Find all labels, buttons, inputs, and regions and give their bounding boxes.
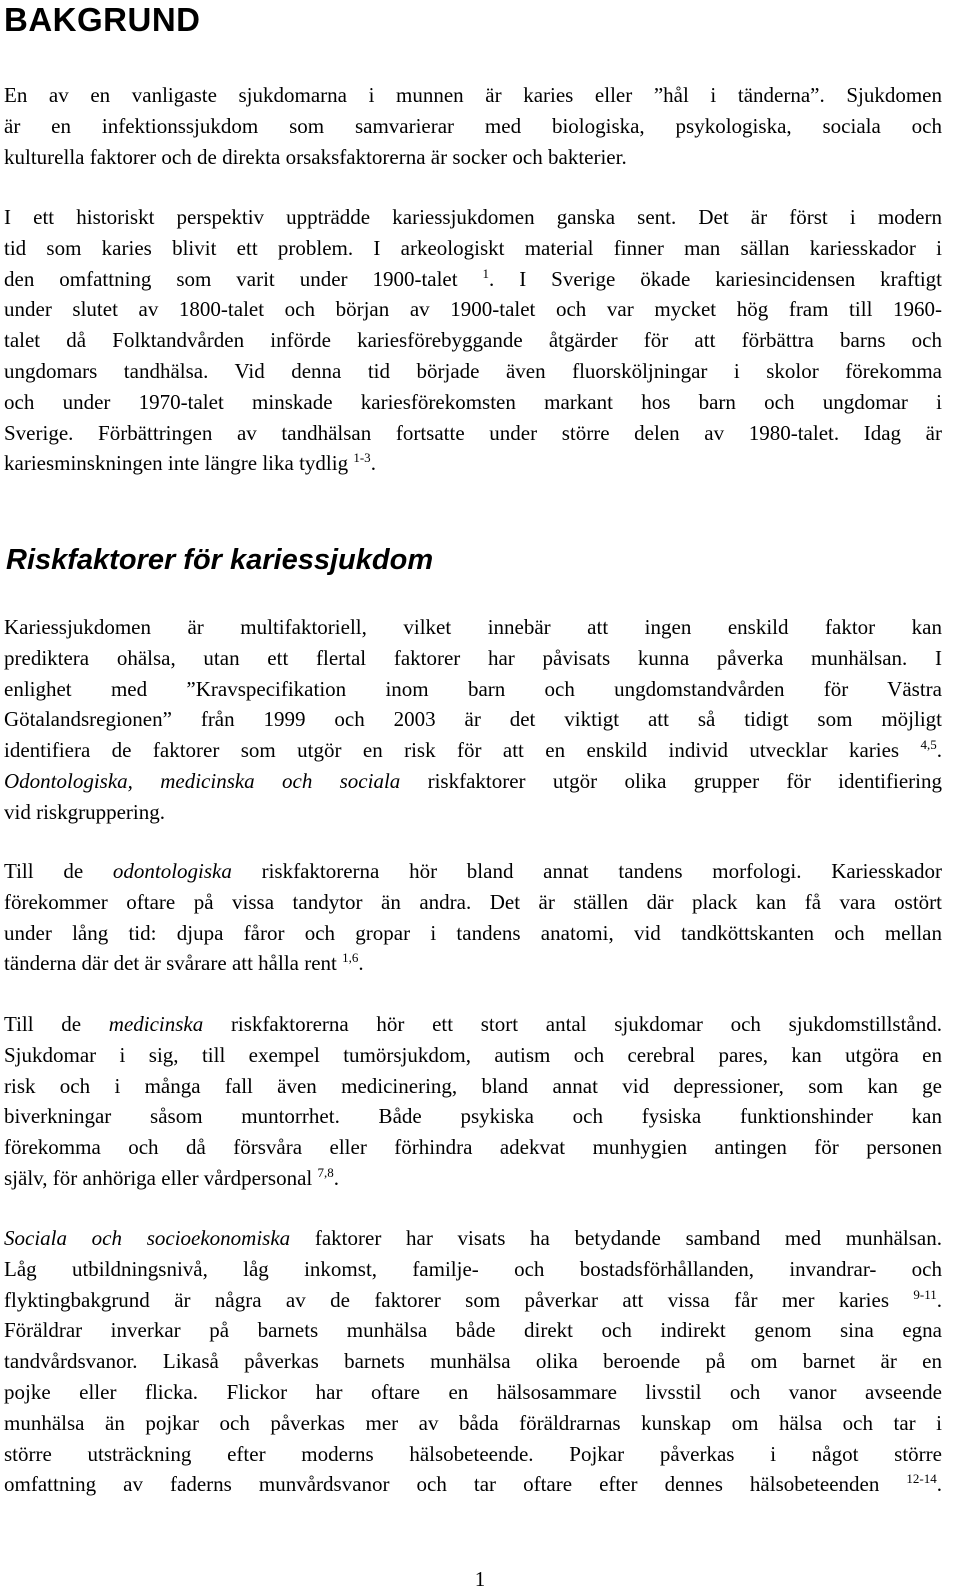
text-segment: tänderna där det är svårare att hålla rent bbox=[4, 951, 337, 976]
page-number: 1 bbox=[474, 1567, 486, 1591]
text-segment: . bbox=[358, 951, 364, 976]
text-line: Låg utbildningsnivå, låg inkomst, familje- och bostadsförhållanden, invandrar- och bbox=[4, 1256, 942, 1281]
citation-superscript: 1 bbox=[482, 265, 490, 281]
text-line: under lång tid: djupa fåror och gropar i tandens anatomi, vid tandköttskanten och mellan bbox=[4, 920, 942, 945]
text-segment: . bbox=[370, 451, 376, 476]
text-line: under slutet av 1800-talet och början av 1900-talet och var mycket hög fram till 1960- bbox=[4, 297, 942, 322]
text-line bbox=[4, 1163, 942, 1194]
citation-superscript: 1,6 bbox=[342, 950, 359, 966]
text-line: I ett historiskt perspektiv uppträdde kariessjukdomen ganska sent. Det är först i modern bbox=[4, 205, 942, 229]
subsection-heading: Riskfaktorer för kariessjukdom bbox=[6, 544, 434, 576]
text-line: kulturella faktorer och de direkta orsaksfaktorerna är socker och bakterier. bbox=[4, 144, 627, 169]
citation-superscript: 9-11 bbox=[913, 1286, 937, 1302]
text-line bbox=[4, 264, 942, 295]
text-line: talet då Folktandvården införde kariesförebyggande åtgärder för att förbättra barns och bbox=[4, 328, 942, 353]
text-line bbox=[4, 1469, 942, 1500]
text-line: Sverige. Förbättringen av tandhälsan fortsatte under större delen av 1980-talet. Idag är bbox=[4, 420, 942, 445]
citation-superscript: 4,5 bbox=[920, 737, 937, 753]
text-segment: faktorer har visats ha betydande samband med munhälsan. bbox=[290, 1226, 942, 1250]
text-line bbox=[4, 1285, 942, 1316]
paragraph-history bbox=[4, 202, 942, 479]
italic-term: medicinska bbox=[108, 1012, 204, 1036]
italic-term: Odontologiska, medicinska och sociala bbox=[4, 768, 401, 793]
paragraph-social bbox=[4, 1223, 942, 1500]
citation-superscript: 12-14 bbox=[906, 1471, 937, 1487]
section-heading: BAKGRUND bbox=[4, 1, 201, 38]
text-line: tandvårdsvanor. Likaså påverkas barnets munhälsa olika beroende på om barnet är en bbox=[4, 1349, 942, 1374]
paragraph-medical bbox=[4, 1009, 942, 1194]
text-line: förekommer oftare på vissa tandytor än andra. Det är ställen där plack kan få vara ostört bbox=[4, 889, 942, 914]
paragraph-intro bbox=[4, 80, 942, 172]
text-line bbox=[4, 448, 942, 479]
italic-term: odontologiska bbox=[112, 859, 232, 883]
text-line: ungdomars tandhälsa. Vid denna tid började även fluorsköljningar i skolor förekomma bbox=[4, 358, 942, 383]
text-segment: identifiera de faktorer som utgör en risk för att en enskild individ utvecklar karies bbox=[4, 738, 900, 763]
text-line: prediktera ohälsa, utan ett flertal faktorer har påvisats kunna påverka munhälsan. I bbox=[4, 645, 942, 670]
text-line: är en infektionssjukdom som samvarierar med biologiska, psykologiska, sociala och bbox=[4, 113, 942, 138]
text-segment: riskfaktorerna hör ett stort antal sjukdomar och sjukdomstillstånd. bbox=[203, 1012, 943, 1036]
text-segment: omfattning av faderns munvårdsvanor och tar oftare efter dennes hälsobeteenden bbox=[4, 1472, 880, 1497]
text-line: vid riskgruppering. bbox=[4, 799, 165, 824]
text-segment: kariesminskningen inte längre lika tydlig bbox=[4, 451, 349, 476]
text-line: pojke eller flicka. Flickor har oftare en hälsosammare livsstil och vanor avseende bbox=[4, 1379, 942, 1404]
text-segment: flyktingbakgrund är några av de faktorer som påverkar att vissa får mer karies bbox=[4, 1287, 889, 1312]
citation-superscript: 7,8 bbox=[317, 1164, 334, 1180]
text-line bbox=[4, 948, 942, 979]
text-line bbox=[4, 1009, 942, 1040]
text-line: och under 1970-talet minskade kariesförekomsten markant hos barn och ungdomar i bbox=[4, 389, 942, 414]
text-segment: . bbox=[936, 1472, 943, 1497]
text-line: större utsträckning efter moderns hälsobeteende. Pojkar påverkas i något större bbox=[4, 1441, 942, 1466]
text-segment: . bbox=[333, 1165, 340, 1190]
text-line: förekomma och då försvåra eller förhindra adekvat munhygien antingen för personen bbox=[4, 1135, 942, 1160]
text-line: tid som karies blivit ett problem. I arkeologiskt material finner man sällan kariesskador i bbox=[4, 235, 942, 260]
text-segment: . I Sverige ökade kariesincidensen kraftigt bbox=[489, 266, 942, 291]
text-line: En av en vanligaste sjukdomarna i munnen är karies eller ”hål i tänderna”. Sjukdomen bbox=[4, 83, 942, 107]
text-line bbox=[4, 766, 942, 797]
text-line: Sjukdomar i sig, till exempel tumörsjukdom, autism och cerebral pares, kan utgöra en bbox=[4, 1042, 942, 1067]
text-segment: den omfattning som varit under 1900-talet bbox=[4, 266, 458, 291]
text-line: Kariessjukdomen är multifaktoriell, vilket innebär att ingen enskild faktor kan bbox=[4, 615, 942, 639]
text-segment: . bbox=[936, 1287, 942, 1312]
text-segment: själv, för anhöriga eller vårdpersonal bbox=[4, 1165, 313, 1190]
text-line: Föräldrar inverkar på barnets munhälsa både direkt och indirekt genom sina egna bbox=[4, 1318, 942, 1343]
text-segment: riskfaktorer utgör olika grupper för identifiering bbox=[400, 768, 942, 793]
text-line: munhälsa än pojkar och påverkas mer av båda föräldrarnas kunskap om hälsa och tar i bbox=[4, 1410, 942, 1435]
text-segment: Till de bbox=[4, 859, 113, 883]
text-segment: riskfaktorerna hör bland annat tandens morfologi. Kariesskador bbox=[231, 859, 942, 883]
paragraph-multifactorial bbox=[4, 612, 942, 828]
text-line: Götalandsregionen” från 1999 och 2003 är det viktigt att så tidigt som möjligt bbox=[4, 707, 942, 732]
text-line bbox=[4, 1223, 942, 1254]
text-line bbox=[4, 735, 942, 766]
text-segment: . bbox=[936, 738, 943, 763]
citation-superscript: 1-3 bbox=[353, 450, 371, 466]
text-line: biverkningar såsom muntorrhet. Både psykiska och fysiska funktionshinder kan bbox=[4, 1104, 942, 1129]
text-segment: Till de bbox=[4, 1012, 109, 1036]
paragraph-odontological bbox=[4, 856, 942, 979]
text-line bbox=[4, 856, 942, 887]
text-line: risk och i många fall även medicinering, bland annat vid depressioner, som kan ge bbox=[4, 1073, 942, 1098]
italic-term: Sociala och socioekonomiska bbox=[4, 1226, 291, 1250]
text-line: enlighet med ”Kravspecifikation inom barn och ungdomstandvården för Västra bbox=[4, 676, 942, 701]
